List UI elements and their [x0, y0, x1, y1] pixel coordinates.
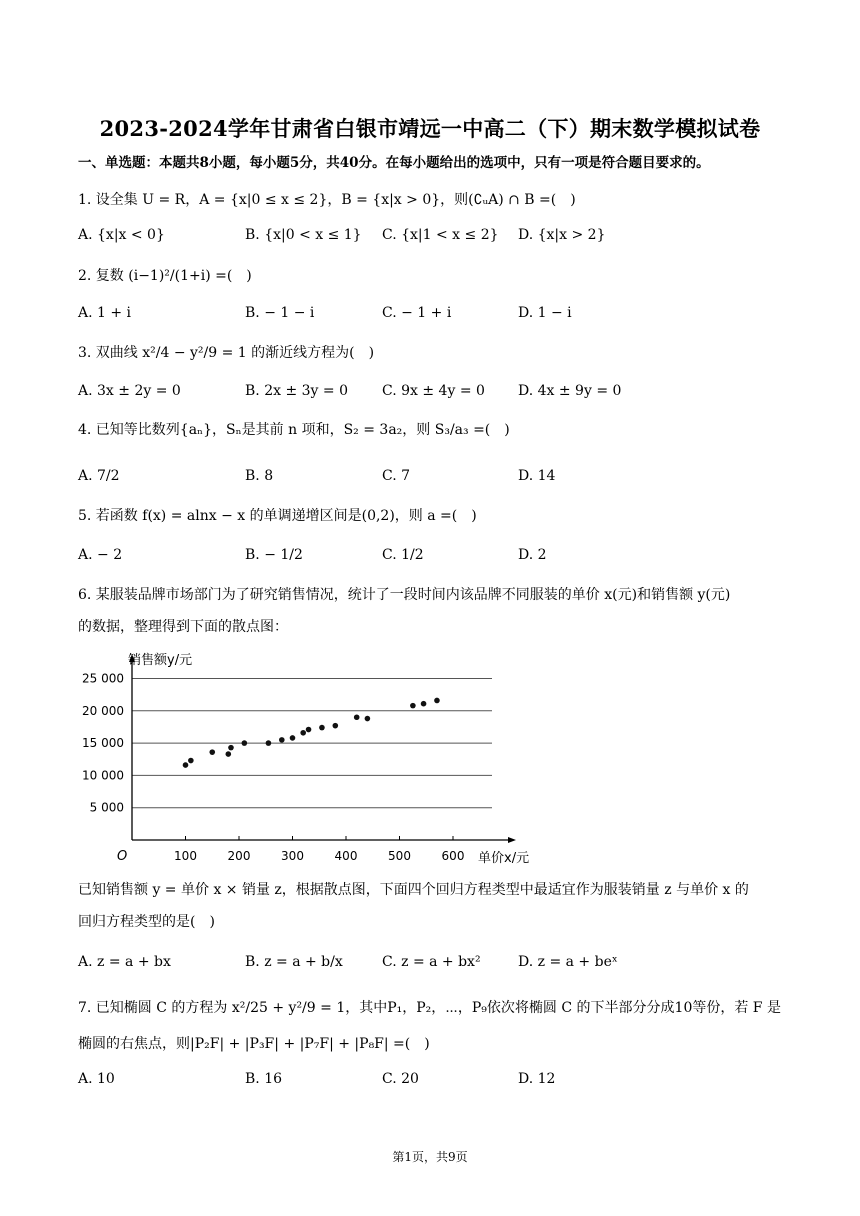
- question-7-stem-line1: 7. 已知椭圆 C 的方程为 x²/25 + y²/9 = 1，其中P₁，P₂，⋯，P₉依次将椭圆 C 的下半部分分成10等份，若 F 是: [78, 1000, 781, 1016]
- q1-option-a: A. {x|x < 0}: [78, 227, 165, 243]
- chart-points: [183, 698, 440, 768]
- data-point: [226, 751, 232, 757]
- data-point: [242, 740, 248, 746]
- question-6-after-line1: 已知销售额 y = 单价 x × 销量 z，根据散点图，下面四个回归方程类型中最适宜作为服装销量 z 与单价 x 的: [78, 882, 749, 898]
- data-point: [183, 762, 189, 768]
- x-tick-label: 400: [334, 849, 358, 863]
- x-tick-label: 200: [227, 849, 251, 863]
- x-tick-label: 100: [174, 849, 197, 863]
- q4-option-d: D. 14: [518, 468, 556, 484]
- data-point: [228, 745, 234, 751]
- q4-option-b: B. 8: [245, 468, 274, 484]
- q5-option-d: D. 2: [518, 547, 547, 563]
- y-tick-label: 15 000: [82, 736, 124, 751]
- scatter-plot: [70, 648, 550, 870]
- page-footer: 第1页，共9页: [392, 1150, 468, 1164]
- q3-option-a: A. 3x ± 2y = 0: [78, 383, 181, 399]
- data-point: [365, 716, 371, 722]
- data-point: [300, 730, 306, 736]
- q2-option-c: C. − 1 + i: [382, 305, 452, 321]
- chart-origin-label: O: [117, 849, 128, 864]
- q7-option-d: D. 12: [518, 1071, 556, 1087]
- q4-option-a: A. 7/2: [78, 468, 120, 484]
- question-6-after-line2: 回归方程类型的是( ): [78, 914, 215, 930]
- data-point: [266, 740, 272, 746]
- question-4-stem: 4. 已知等比数列{aₙ}，Sₙ是其前 n 项和，S₂ = 3a₂，则 S₃/a₃ =( ): [78, 422, 510, 438]
- data-point: [319, 725, 325, 731]
- chart-tick-labels: [82, 672, 464, 864]
- question-6-stem-line1: 6. 某服装品牌市场部门为了研究销售情况，统计了一段时间内该品牌不同服装的单价 x(元)和销售额 y(元): [78, 587, 731, 603]
- q6-option-b: B. z = a + b/x: [245, 954, 343, 970]
- q2-option-d: D. 1 − i: [518, 305, 572, 321]
- data-point: [209, 749, 215, 755]
- q3-option-b: B. 2x ± 3y = 0: [245, 383, 348, 399]
- data-point: [333, 723, 339, 729]
- x-tick-label: 600: [441, 849, 465, 863]
- q5-option-a: A. − 2: [78, 547, 123, 563]
- q6-option-c: C. z = a + bx²: [382, 954, 481, 970]
- question-2-stem: 2. 复数 (i−1)²/(1+i) =( ): [78, 268, 252, 284]
- q5-option-c: C. 1/2: [382, 547, 424, 563]
- data-point: [188, 758, 194, 764]
- x-tick-label: 300: [281, 849, 304, 863]
- q1-option-d: D. {x|x > 2}: [518, 227, 606, 243]
- question-1-stem: 1. 设全集 U = R，A = {x|0 ≤ x ≤ 2}，B = {x|x > 0}，则(∁ᵤA) ∩ B =( ): [78, 192, 576, 208]
- data-point: [410, 703, 416, 709]
- data-point: [421, 701, 427, 707]
- q3-option-d: D. 4x ± 9y = 0: [518, 383, 622, 399]
- chart-y-axis-label: 销售额y/元: [128, 653, 193, 668]
- question-7-stem-line2: 椭圆的右焦点，则|P₂F| + |P₃F| + |P₇F| + |P₈F| =( ): [78, 1036, 430, 1052]
- y-tick-label: 10 000: [82, 768, 124, 783]
- q1-option-b: B. {x|0 < x ≤ 1}: [245, 227, 362, 243]
- page-title: 2023-2024学年甘肃省白银市靖远一中高二（下）期末数学模拟试卷: [99, 116, 761, 141]
- question-6-stem-line2: 的数据，整理得到下面的散点图：: [78, 619, 288, 635]
- y-tick-label: 25 000: [82, 671, 124, 686]
- data-point: [306, 727, 312, 733]
- q7-option-b: B. 16: [245, 1071, 283, 1087]
- chart-axes: [129, 654, 516, 843]
- q6-option-d: D. z = a + beˣ: [518, 954, 618, 970]
- chart-x-axis-label: 单价x/元: [478, 851, 530, 866]
- section-heading: 一、单选题：本题共8小题，每小题5分，共40分。在每小题给出的选项中，只有一项是符合题目要求的。: [78, 155, 710, 171]
- q1-option-c: C. {x|1 < x ≤ 2}: [382, 227, 499, 243]
- x-axis-arrow: [508, 837, 516, 843]
- q4-option-c: C. 7: [382, 468, 411, 484]
- q2-option-a: A. 1 + i: [78, 305, 132, 321]
- y-tick-label: 5 000: [89, 800, 124, 815]
- y-tick-label: 20 000: [82, 703, 124, 718]
- data-point: [290, 735, 296, 741]
- q6-option-a: A. z = a + bx: [78, 954, 171, 970]
- q2-option-b: B. − 1 − i: [245, 305, 315, 321]
- q3-option-c: C. 9x ± 4y = 0: [382, 383, 485, 399]
- data-point: [434, 698, 440, 704]
- x-tick-label: 500: [388, 849, 411, 863]
- question-3-stem: 3. 双曲线 x²/4 − y²/9 = 1 的渐近线方程为( ): [78, 345, 375, 361]
- q7-option-a: A. 10: [78, 1071, 115, 1087]
- q5-option-b: B. − 1/2: [245, 547, 303, 563]
- data-point: [279, 737, 285, 743]
- data-point: [354, 714, 360, 720]
- q7-option-c: C. 20: [382, 1071, 419, 1087]
- question-5-stem: 5. 若函数 f(x) = alnx − x 的单调递增区间是(0,2)，则 a =( ): [78, 508, 477, 524]
